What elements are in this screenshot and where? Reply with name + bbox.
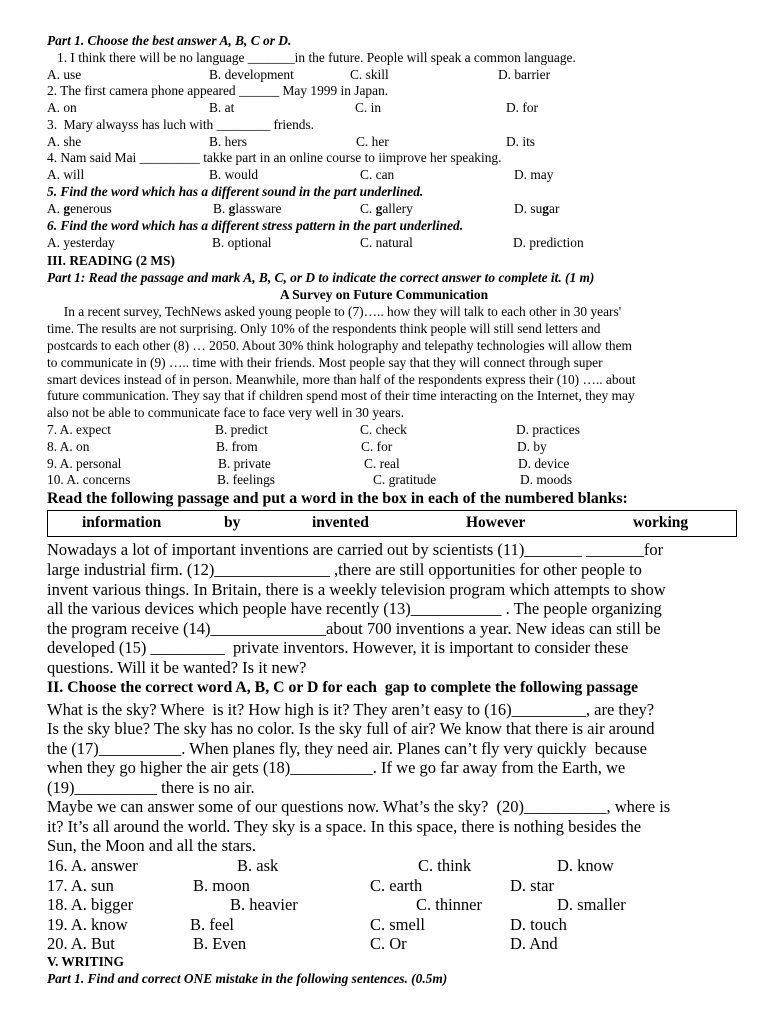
option-b: B. predict [215, 422, 268, 437]
passage-line: (19)__________ there is no air. [47, 778, 255, 797]
option-c: C. Or [370, 934, 407, 953]
section2-heading: II. Choose the correct word A, B, C or D for each gap to complete the following passage [47, 679, 639, 696]
option-b: B. at [209, 100, 235, 115]
option-c: C. her [356, 134, 389, 149]
option-d: D. prediction [513, 235, 584, 250]
option-b: B. heavier [230, 895, 298, 914]
option-b: B. development [209, 67, 294, 82]
option-d: D. touch [510, 915, 567, 934]
option-a: A. she [47, 134, 82, 149]
option-c: C. gallery [360, 201, 413, 216]
passage-line: Sun, the Moon and all the stars. [47, 836, 256, 855]
option-c: C. smell [370, 915, 426, 934]
option-c: C. can [360, 167, 395, 182]
passage-line: developed (15) _________ private inventors. However, it is important to consider these [47, 638, 629, 657]
passage-line: future communication. They say that if children spend most of their time interacting on the Internet, they may [47, 388, 635, 403]
option-d: D. sugar [514, 201, 560, 216]
passage-title: A Survey on Future Communication [279, 287, 489, 302]
option-c: C. thinner [416, 895, 482, 914]
option-d: D. may [514, 167, 554, 182]
option-c: C. real [364, 456, 400, 471]
passage-line: the (17)__________. When planes fly, they need air. Planes can’t fly very quickly because [47, 739, 647, 758]
option-d: D. barrier [498, 67, 551, 82]
word-option: information [82, 514, 162, 531]
question-18-a: 18. A. bigger [47, 895, 134, 914]
option-d: D. its [506, 134, 536, 149]
question-6-stem: 6. Find the word which has a different stress pattern in the part underlined. [47, 218, 464, 233]
passage-line: In a recent survey, TechNews asked young people to (7)….. how they will talk to each other in 30 years' [47, 304, 622, 319]
option-b: B. feelings [217, 472, 276, 487]
option-c: C. check [360, 422, 407, 437]
part1-heading: Part 1. Choose the best answer A, B, C or D. [47, 33, 292, 48]
word-option: by [224, 514, 241, 531]
passage-line: invent various things. In Britain, there is a weekly television program which attempts to show [47, 580, 666, 599]
option-a: A. yesterday [47, 235, 115, 250]
option-b: B. hers [209, 134, 247, 149]
option-c: C. gratitude [373, 472, 437, 487]
option-a: A. will [47, 167, 85, 182]
option-a: A. on [47, 100, 77, 115]
passage-line: time. The results are not surprising. Only 10% of the respondents think people will still send letters and [47, 321, 601, 336]
option-b: B. Even [193, 934, 247, 953]
option-a: A. generous [47, 201, 112, 216]
word-option: However [466, 514, 526, 531]
option-c: C. in [355, 100, 382, 115]
passage-line: postcards to each other (8) … 2050. About 30% think holography and telepathy technologies will allow them [47, 338, 632, 353]
option-b: B. feel [190, 915, 234, 934]
passage-line: What is the sky? Where is it? How high is it? They aren’t easy to (16)_________, are they? [47, 700, 655, 719]
option-d: D. practices [516, 422, 580, 437]
question-20-a: 20. A. But [47, 934, 115, 953]
reading-part1-heading: Part 1: Read the passage and mark A, B, C, or D to indicate the correct answer to complete it. (1 m) [47, 270, 595, 285]
question-7-a: 7. A. expect [47, 422, 111, 437]
option-c: C. think [418, 856, 472, 875]
option-d: D. know [557, 856, 614, 875]
question-17-a: 17. A. sun [47, 876, 114, 895]
option-b: B. private [218, 456, 271, 471]
passage-line: to communicate in (9) ….. time with their friends. Most people say that they will connect through super [47, 355, 603, 370]
question-8-a: 8. A. on [47, 439, 90, 454]
passage-line: smart devices instead of in person. Meanwhile, more than half of the respondents express their (10) ….. about [47, 372, 636, 387]
option-d: D. smaller [557, 895, 626, 914]
question-4-stem: 4. Nam said Mai _________ takke part in an online course to iimprove her speaking. [47, 150, 502, 165]
option-b: B. ask [237, 856, 279, 875]
option-b: B. from [216, 439, 258, 454]
option-d: D. moods [520, 472, 573, 487]
word-option: working [633, 514, 689, 531]
option-b: B. optional [212, 235, 272, 250]
question-1-stem: 1. I think there will be no language _______in the future. People will speak a common language. [47, 50, 576, 65]
question-16-a: 16. A. answer [47, 856, 138, 875]
option-a: A. use [47, 67, 82, 82]
option-c: C. skill [350, 67, 389, 82]
word-box [47, 510, 737, 537]
passage-line: Maybe we can answer some of our questions now. What’s the sky? (20)__________, where is [47, 797, 671, 816]
option-d: D. And [510, 934, 558, 953]
option-b: B. glassware [213, 201, 282, 216]
option-c: C. for [361, 439, 393, 454]
passage-line: Is the sky blue? The sky has no color. Is the sky full of air? We know that there is air around [47, 719, 655, 738]
passage-line: Nowadays a lot of important inventions are carried out by scientists (11)_______ _______for [47, 540, 664, 559]
writing-heading: V. WRITING [47, 954, 124, 969]
option-b: B. would [209, 167, 259, 182]
option-d: D. star [510, 876, 554, 895]
option-d: D. for [506, 100, 538, 115]
question-10-a: 10. A. concerns [47, 472, 131, 487]
passage-line: the program receive (14)______________about 700 inventions a year. New ideas can still be [47, 619, 661, 638]
reading-heading: III. READING (2 MS) [47, 253, 175, 268]
option-d: D. by [517, 439, 547, 454]
question-9-a: 9. A. personal [47, 456, 122, 471]
question-19-a: 19. A. know [47, 915, 128, 934]
passage-line: large industrial firm. (12)______________ ,there are still opportunities for other people to [47, 560, 642, 579]
word-option: invented [312, 514, 369, 531]
passage-line: also not be able to communicate face to face very well in 30 years. [47, 405, 404, 420]
passage-line: questions. Will it be wanted? Is it new? [47, 658, 307, 677]
question-5-stem: 5. Find the word which has a different sound in the part underlined. [47, 184, 424, 199]
question-2-stem: 2. The first camera phone appeared ______ May 1999 in Japan. [47, 83, 389, 98]
passage-line: it? It’s all around the world. They sky is a space. In this space, there is nothing besides the [47, 817, 642, 836]
passage-line: when they go higher the air gets (18)__________. If we go far away from the Earth, we [47, 758, 626, 777]
question-3-stem: 3. Mary alwayss has luch with ________ friends. [47, 117, 315, 132]
option-d: D. device [518, 456, 570, 471]
passage-line: all the various devices which people have recently (13)___________ . The people organizing [47, 599, 662, 618]
option-c: C. natural [360, 235, 413, 250]
option-b: B. moon [193, 876, 250, 895]
writing-part1-heading: Part 1. Find and correct ONE mistake in the following sentences. (0.5m) [47, 971, 448, 986]
option-c: C. earth [370, 876, 423, 895]
wordbox-heading: Read the following passage and put a word in the box in each of the numbered blanks: [47, 490, 628, 507]
